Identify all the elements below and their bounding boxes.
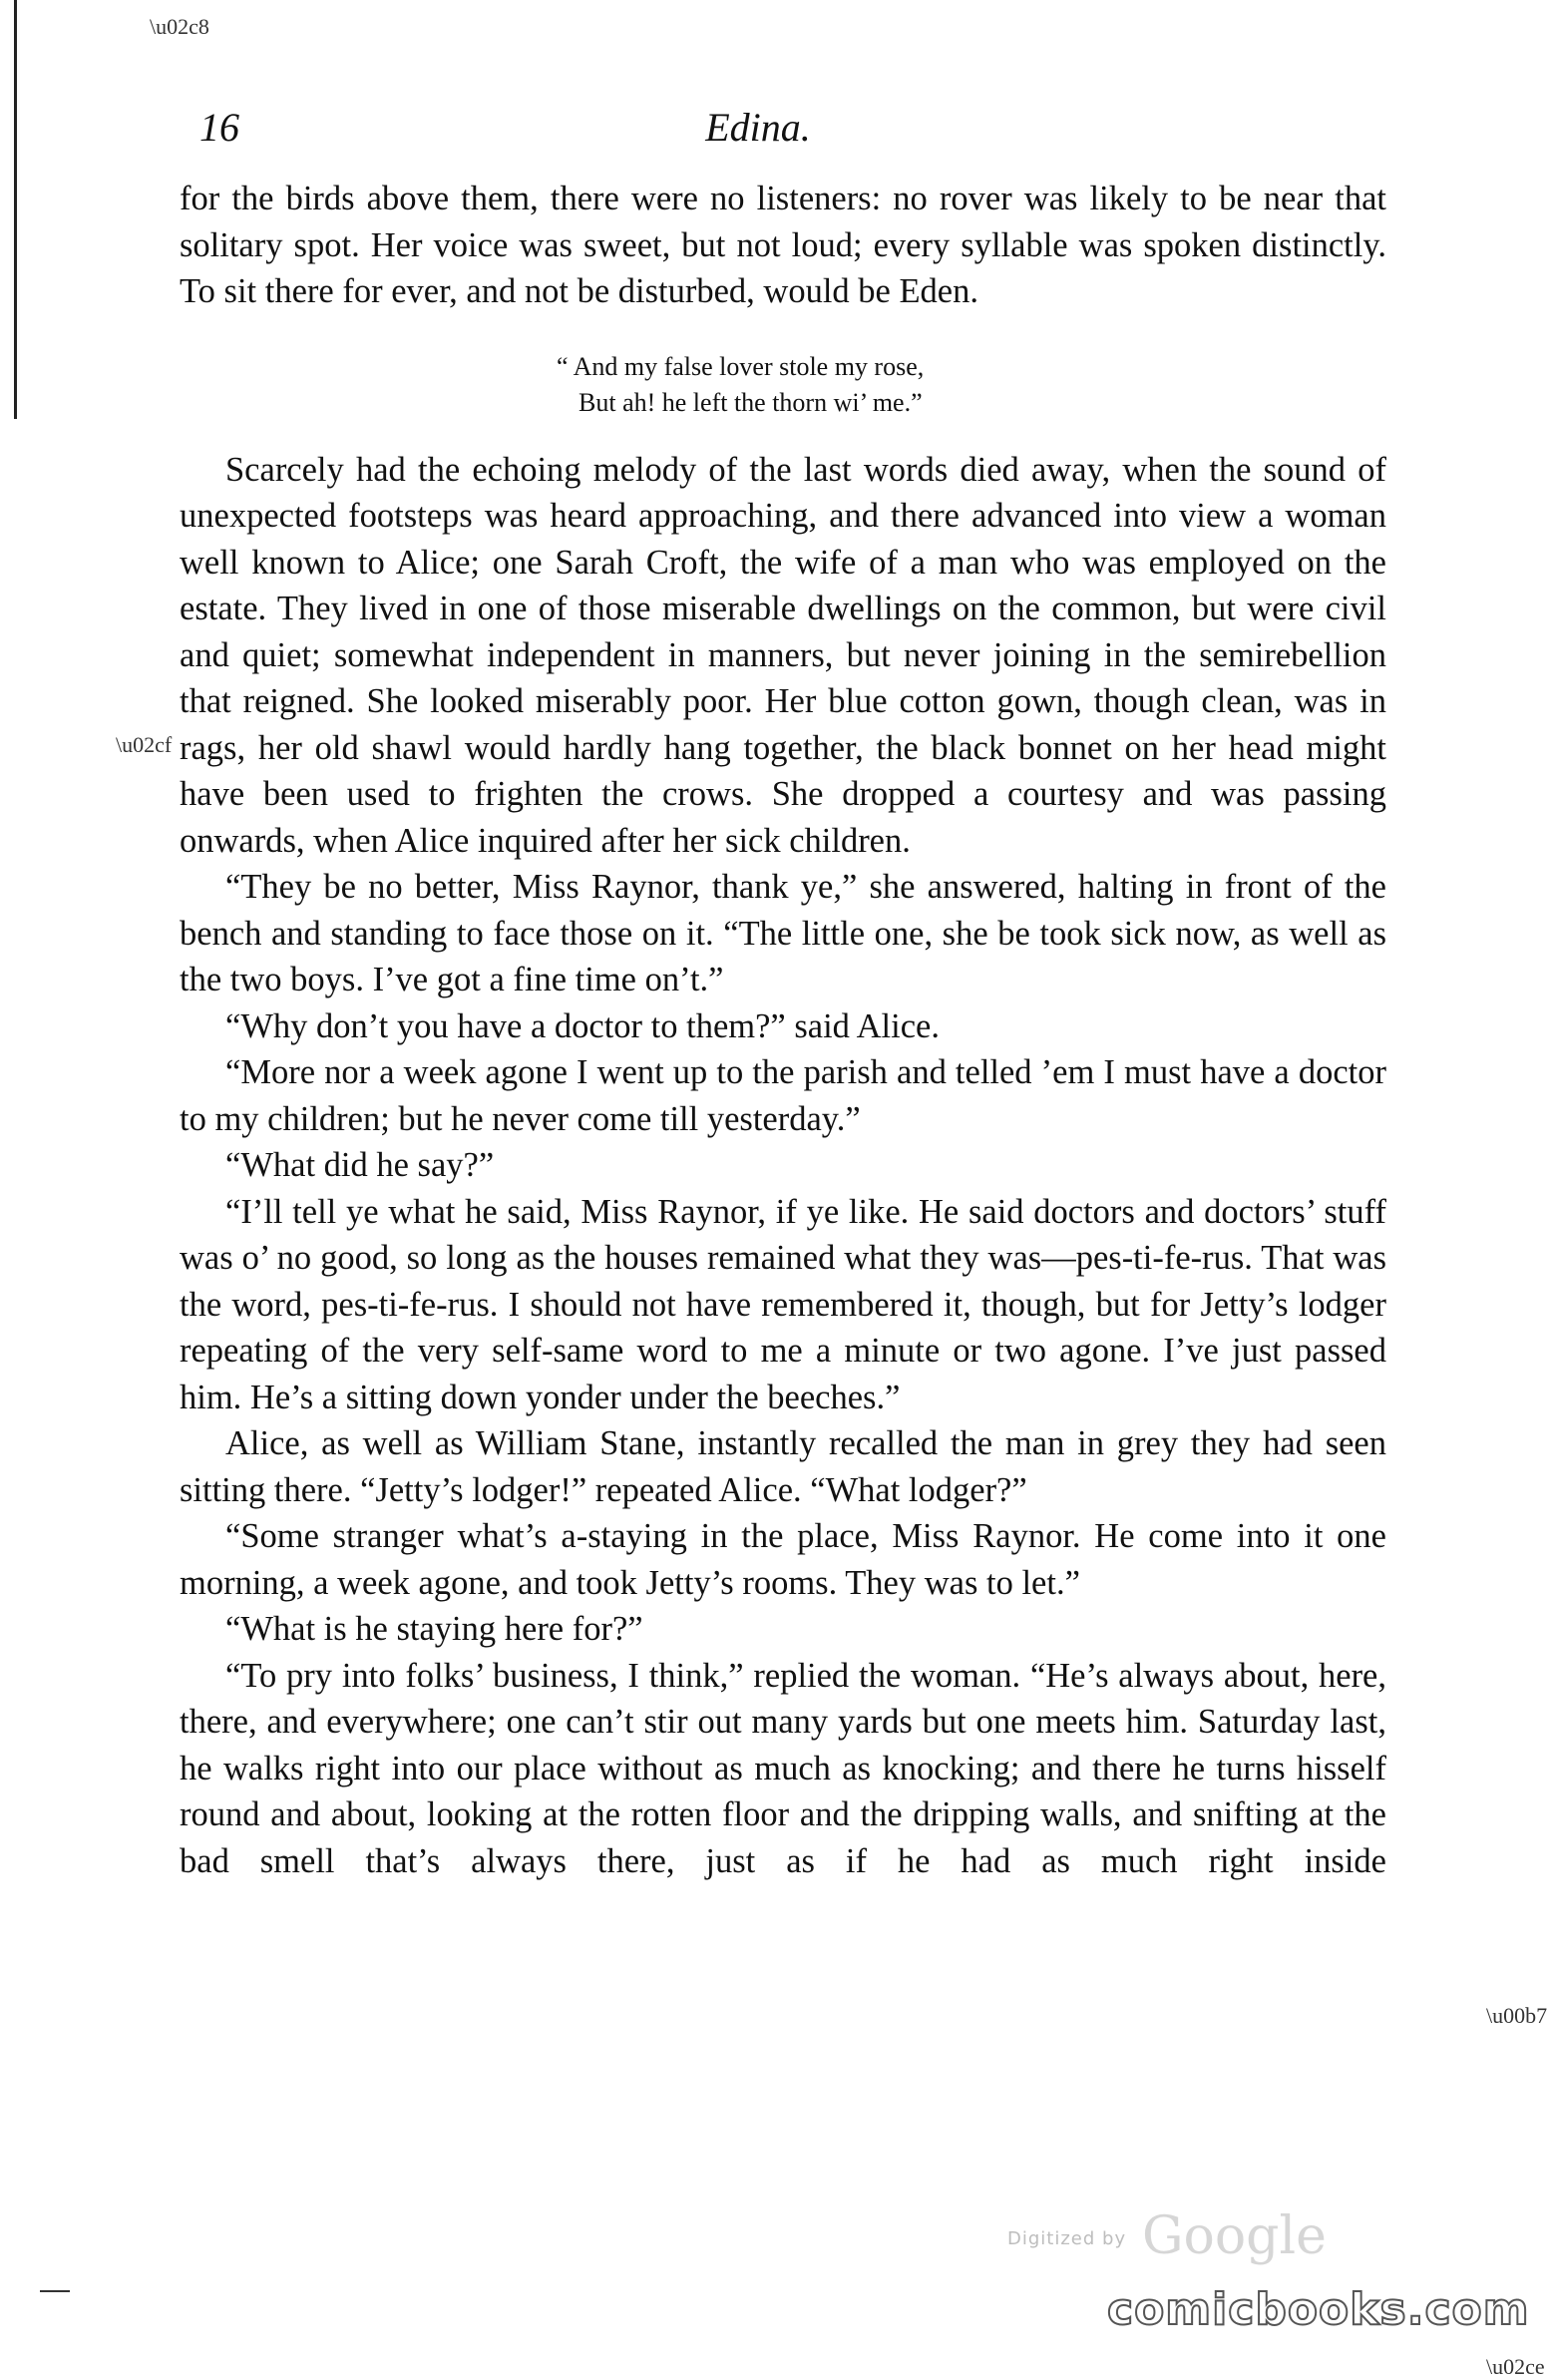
verse-quote — [180, 349, 1386, 421]
body-paragraph: “To pry into folks’ business, I think,” replied the woman. “He’s always about, here, there, and everywhere; one can’t stir out many yards but one meets him. Saturday last, he walks right into our place without as much as knocking; and there he turns hisself round and about, looking at the rotten floor and the dripping walls, and snifting at the bad smell that’s always there, just as if he had as much right inside — [180, 1656, 1386, 1880]
body-paragraph: “What did he say?” — [225, 1146, 495, 1184]
body-paragraph: “They be no better, Miss Raynor, thank ye,” she answered, halting in front of the bench and standing to face those on it. “The little one, she be took sick now, as well as the two boys. I’ve got a fine time on’t.” — [180, 868, 1386, 998]
body-paragraph: “More nor a week agone I went up to the parish and telled ’em I must have a doctor to my children; but he never come till yesterday.” — [180, 1053, 1386, 1138]
running-title: Edina. — [705, 105, 811, 150]
scan-speck: \u02cf — [116, 732, 173, 757]
google-watermark: Google — [1142, 2206, 1327, 2266]
scan-dash — [40, 2290, 70, 2292]
body-paragraph: “Some stranger what’s a-staying in the place, Miss Raynor. He come into it one morning, a week agone, and took Jetty’s rooms. They was to let.” — [180, 1517, 1386, 1602]
body-paragraph: “What is he staying here for?” — [225, 1610, 643, 1648]
body-paragraph: “I’ll tell ye what he said, Miss Raynor, if ye like. He said doctors and doctors’ stuff was o’ no good, so long as the houses remained what they was—pes-ti-fe-rus. That was the word, pes-ti-fe-rus. I should not have remembered it, though, but for Jetty’s lodger repeating of the very self-same word to me a minute or two agone. I’ve just passed him. He’s a sitting down yonder under the beeches.” — [180, 1192, 1386, 1416]
page-body — [180, 176, 1386, 1884]
scan-speck: \u02ce — [1486, 2354, 1545, 2379]
body-paragraph: Scarcely had the echoing melody of the last words died away, when the sound of unexpected footsteps was heard approaching, and there advanced into view a woman well known to Alice; one Sarah Croft, the wife of a man who was employed on the estate. They lived in one of those miserable dwellings on the common, but were civil and quiet; somewhat independent in manners, but never joining in the semirebellion that reigned. She looked miserably poor. Her blue cotton gown, though clean, was in rags, her old shawl would hardly hang together, the black bonnet on her head might have been used to frighten the crows. She dropped a courtesy and was passing onwards, when Alice inquired after her sick children. — [180, 450, 1386, 860]
scan-edge-rule — [14, 0, 17, 419]
body-paragraph: “Why don’t you have a doctor to them?” said Alice. — [225, 1006, 940, 1045]
scan-speck: \u02c8 — [150, 14, 209, 39]
verse-line: “ And my false lover stole my rose, — [557, 351, 925, 381]
digitized-by-label: Digitized by — [1007, 2228, 1127, 2249]
verse-line: But ah! he left the thorn wi’ me.” — [579, 387, 923, 417]
site-watermark: comicbooks.com — [1107, 2284, 1530, 2335]
scan-speck: \u00b7 — [1486, 2003, 1547, 2028]
body-paragraph: Alice, as well as William Stane, instantly recalled the man in grey they had seen sitting there. “Jetty’s lodger!” repeated Alice. “What lodger?” — [180, 1424, 1386, 1509]
opening-paragraph: for the birds above them, there were no listeners: no rover was likely to be near that solitary spot. Her voice was sweet, but not loud; every syllable was spoken distinctly. To sit there for ever, and not be disturbed, would be Eden. — [180, 180, 1386, 310]
page-number: 16 — [199, 105, 239, 150]
